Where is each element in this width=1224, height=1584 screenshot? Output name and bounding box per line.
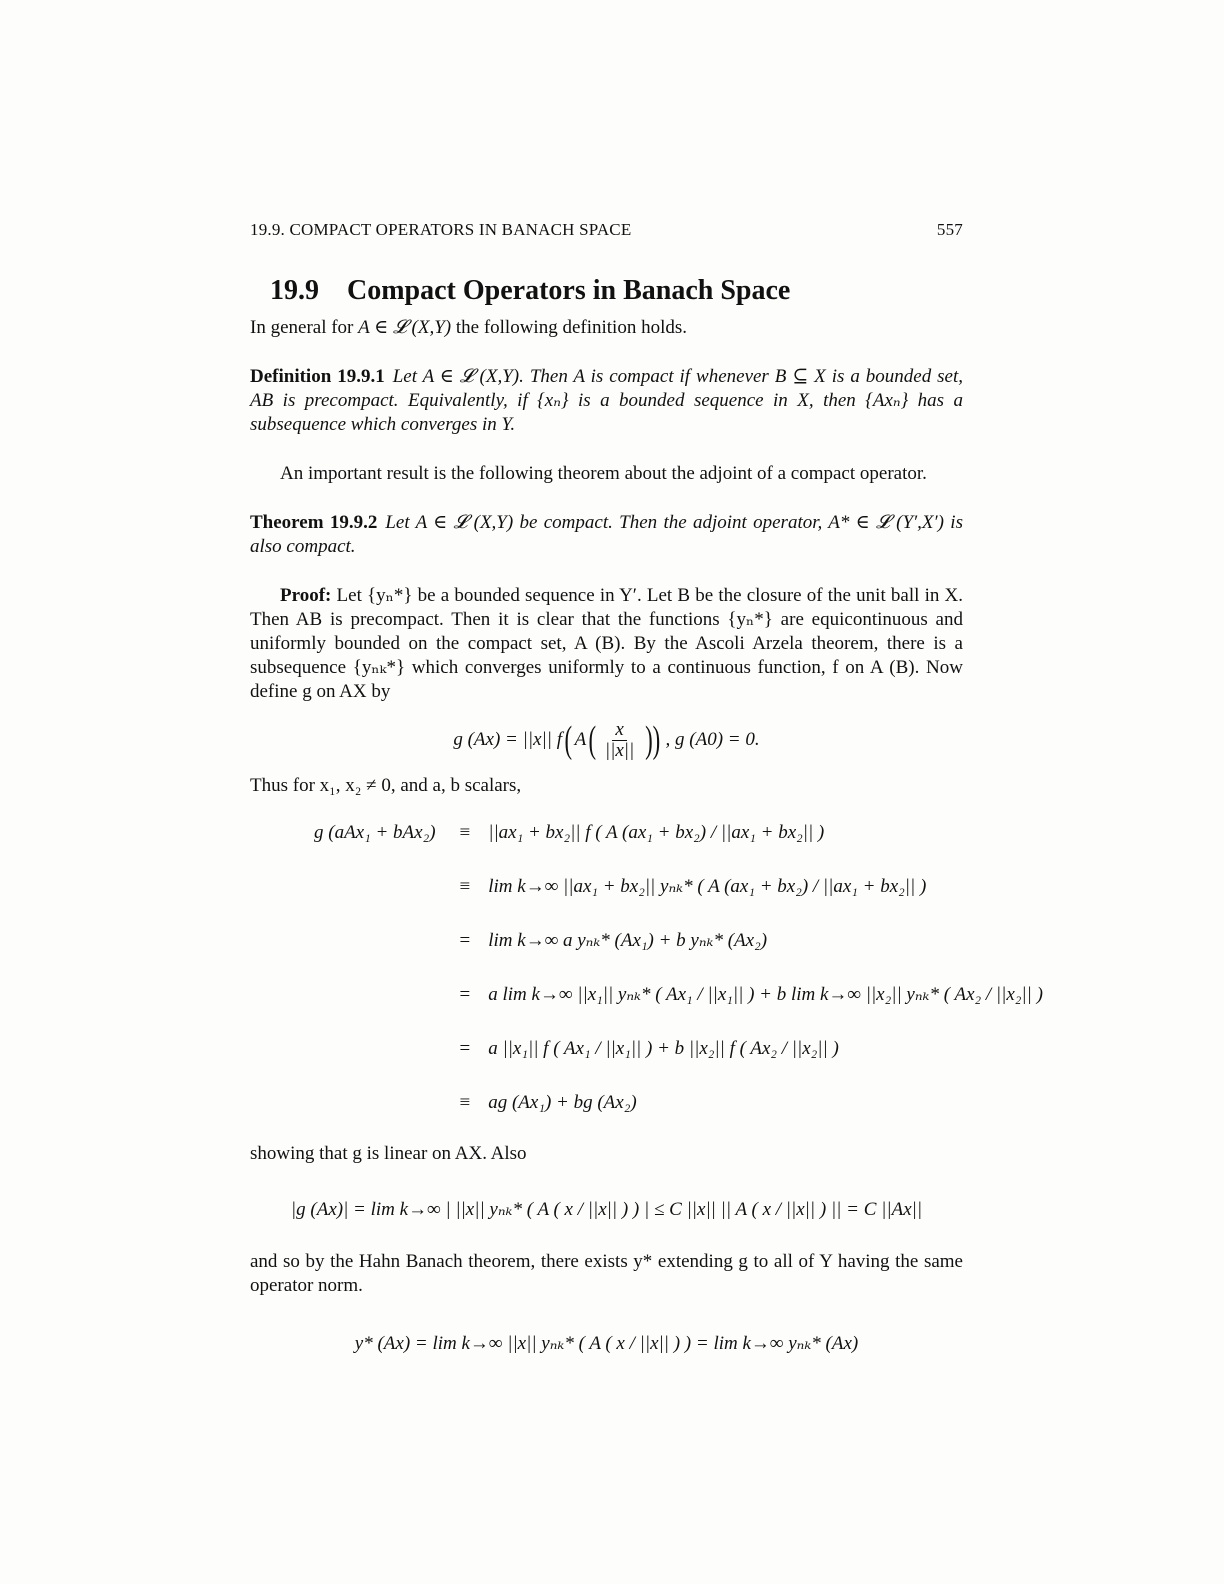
definition-label: Definition 19.9.1 (250, 366, 385, 387)
proof-paragraph (250, 584, 963, 704)
aligned-row: ≡ lim k→∞ ||ax₁ + bx₂|| yₙₖ* ( A (ax₁ + bx₂) / ||ax₁ + bx₂|| ) (459, 876, 927, 897)
page-number: 557 (936, 220, 963, 239)
equation-g-definition: g (Ax) = ||x|| f ( A ( $\frac{x}{||x||}$ )) , g (A0) = 0. (453, 718, 760, 761)
page (250, 218, 1043, 1372)
text-thus: Thus for x₁, x₂ ≠ 0, and a, b scalars, (250, 775, 522, 796)
definition-block (250, 365, 963, 437)
proof-body: Let {yₙ*} be a bounded sequence in Y′. Let B be the closure of the unit ball in X. Then AB is precompact. Then it is clear that the functions {yₙ*} are equicontinuous and uniformly bounded on the compact set, A (B). By the Ascoli Arzela theorem, there is a subsequence {yₙₖ*} which converges uniformly to a continuous function, f on A (B). Now define g on AX by (250, 585, 964, 702)
proof-label: Proof: (280, 585, 332, 606)
aligned-row: = a ||x₁|| f ( Ax₁ / ||x₁|| ) + b ||x₂|| f ( Ax₂ / ||x₂|| ) (459, 1038, 839, 1059)
aligned-row: = a lim k→∞ ||x₁|| yₙₖ* ( Ax₁ / ||x₁|| ) + b lim k→∞ ||x₂|| yₙₖ* ( Ax₂ / ||x₂|| ) (459, 984, 1043, 1005)
equation-final: y* (Ax) = lim k→∞ ||x|| yₙₖ* ( A ( x / ||x|| ) ) = lim k→∞ yₙₖ* (Ax) (354, 1333, 859, 1354)
theorem-label: Theorem 19.9.2 (250, 512, 378, 533)
aligned-row: = lim k→∞ a yₙₖ* (Ax₁) + b yₙₖ* (Ax₂) (459, 930, 768, 951)
theorem-block (250, 511, 963, 559)
aligned-row: ≡ ag (Ax₁) + bg (Ax₂) (459, 1092, 637, 1113)
theorem-body: Let A ∈ 𝓛 (X,Y) be compact. Then the adjoint operator, A* ∈ 𝓛 (Y′,X′) is also compact. (250, 512, 963, 557)
definition-body: Let A ∈ 𝓛 (X,Y). Then A is compact if whenever B ⊆ X is a bounded set, AB is precompact. Equivalently, if {xₙ} is a bounded sequence in X, then {Axₙ} has a subsequence which converges in Y. (250, 366, 963, 435)
intro-paragraph: In general for A ∈ 𝓛 (X,Y) the following definition holds. (250, 317, 688, 338)
aligned-equations (314, 806, 1043, 1130)
aligned-lhs: g (aAx₁ + bAx₂) (314, 822, 436, 843)
result-paragraph: An important result is the following theorem about the adjoint of a compact operator. (280, 463, 927, 484)
text-linear: showing that g is linear on AX. Also (250, 1143, 527, 1164)
section-title (270, 274, 963, 308)
text-hahn-banach: and so by the Hahn Banach theorem, there exists y* extending g to all of Y having the same operator norm. (250, 1251, 963, 1296)
section-title-text: Compact Operators in Banach Space (347, 275, 791, 306)
running-header (250, 218, 963, 242)
equation-bound: |g (Ax)| = lim k→∞ | ||x|| yₙₖ* ( A ( x / ||x|| ) ) | ≤ C ||x|| || A ( x / ||x|| ) || = C ||Ax|| (290, 1199, 923, 1220)
running-header-section: 19.9. COMPACT OPERATORS IN BANACH SPACE (250, 220, 632, 239)
section-number: 19.9 (270, 275, 319, 306)
aligned-row: g (aAx₁ + bAx₂) ≡ ||ax₁ + bx₂|| f ( A (ax₁ + bx₂) / ||ax₁ + bx₂|| ) (314, 806, 1043, 860)
